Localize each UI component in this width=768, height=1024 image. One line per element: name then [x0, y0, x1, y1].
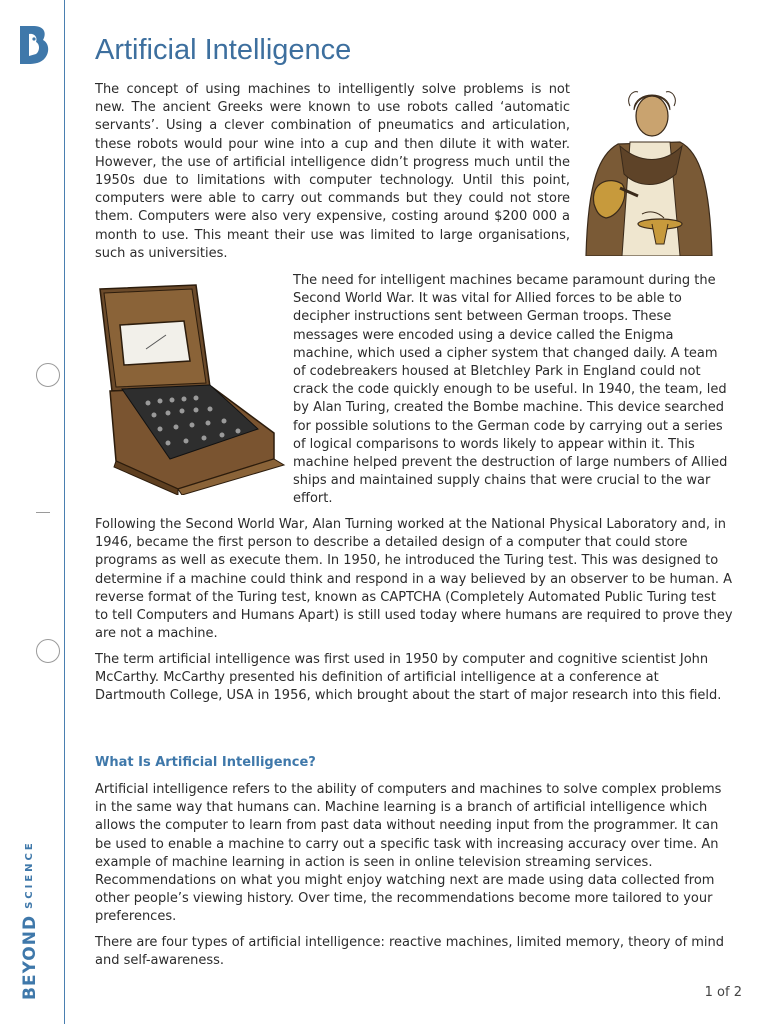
- brand-wordmark: [20, 840, 40, 1000]
- turing-paragraph: Following the Second World War, Alan Turning worked at the National Physical Laboratory and, in 1946, became the first person to describe a detailed design of a computer that could store programs as well as execute them. In 1950, he introduced the Turing test. This was designed to determine if a machine could think and respond in a way believed by an observer to be human. A reverse format of the Turing test, known as CAPTCHA (Completely Automated Public Turing test to tell Computers and Humans Apart) is still used today where humans are required to prove they are not a machine.: [95, 517, 733, 642]
- definition-paragraph: Artificial intelligence refers to the ability of computers and machines to solve complex problems in the same way that humans can. Machine learning is a branch of artificial intelligence which allows the computer to learn from past data without needing input from the programmer. It can be used to enable a machine to carry out a specific task with increasing accuracy over time. An example of machine learning in action is seen in online television streaming services. Recommendations on what you might enjoy watching next are made using data collected from other people’s viewing history. Over time, the recommendations become more tailored to your preferences.: [95, 782, 722, 925]
- page-title: Artificial Intelligence: [95, 34, 352, 66]
- intro-paragraph: The concept of using machines to intelligently solve problems is not new. The ancient Greeks were known to use robots called ‘automatic servants’. Using a clever combination of pneumatics and articulation, these robots would pour wine into a cup and then dilute it with water. However, the use of artificial intelligence didn’t progress much until the 1950s due to limitations with computer technology. Until this point, computers were able to carry out commands but they could not store them. Computers were also very expensive, costing around $200 000 a month to use. This meant their use was limited to large organisations, such as universities.: [95, 82, 570, 261]
- brand-logo-icon: [16, 24, 50, 66]
- page-number: 1 of 2: [704, 985, 742, 1000]
- types-paragraph: There are four types of artificial intelligence: reactive machines, limited memory, theory of mind and self-awareness.: [95, 935, 725, 969]
- punch-hole-bottom: [36, 639, 60, 663]
- wwii-paragraph: The need for intelligent machines became paramount during the Second World War. It was vital for Allied forces to be able to decipher instructions sent between German troops. These messages were encoded using a device called the Enigma machine, which used a cipher system that changed daily. A team of codebreakers housed at Bletchley Park in England could not crack the code quickly enough to be useful. In 1940, the team, led by Alan Turing, created the Bombe machine. This device searched for possible solutions to the German code by carrying out a series of logical comparisons to words likely to appear within it. This machine helped prevent the destruction of large numbers of Allied ships and maintained supply chains that were crucial to the war effort.: [293, 273, 728, 507]
- greek-automaton-illustration: [580, 84, 718, 256]
- section-heading: What Is Artificial Intelligence?: [95, 755, 316, 770]
- margin-line: [64, 0, 65, 1024]
- punch-hole-top: [36, 363, 60, 387]
- brand-name: BEYOND: [20, 914, 40, 1000]
- mccarthy-paragraph: The term artificial intelligence was first used in 1950 by computer and cognitive scientist John McCarthy. McCarthy presented his definition of artificial intelligence at a conference at Dartmouth College, USA in 1956, which brought about the start of major research into this field.: [95, 652, 722, 704]
- enigma-machine-illustration: [98, 283, 286, 495]
- fold-mark: [36, 512, 50, 513]
- brand-tagline: SCIENCE: [24, 840, 35, 909]
